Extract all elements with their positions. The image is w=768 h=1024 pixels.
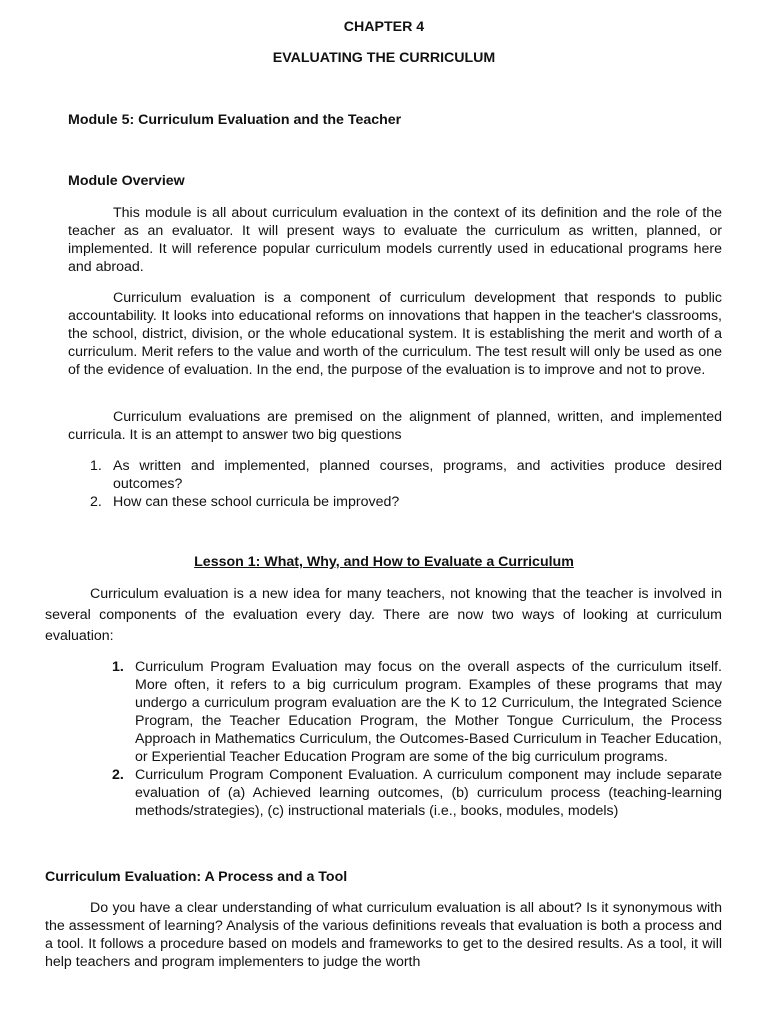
- list-item: [112, 766, 722, 820]
- list-item-number: 2.: [90, 494, 102, 510]
- lesson-intro-paragraph: Curriculum evaluation is a new idea for many teachers, not knowing that the teacher is involved in several components of the evaluation every day. There are now two ways of looking at curriculum evaluation:: [45, 586, 722, 644]
- evaluation-ways-list: [112, 658, 722, 820]
- list-item: [90, 493, 722, 511]
- list-item-number: 1.: [90, 458, 102, 474]
- lesson-title: Lesson 1: What, Why, and How to Evaluate a Curriculum: [194, 554, 574, 570]
- process-tool-heading: Curriculum Evaluation: A Process and a Tool: [45, 869, 348, 885]
- chapter-number: CHAPTER 4: [343, 19, 425, 35]
- module-overview-heading: Module Overview: [68, 173, 185, 189]
- questions-list: [90, 457, 722, 511]
- list-item: [112, 658, 722, 766]
- list-item: [90, 457, 722, 493]
- list-item-text: How can these school curricula be improved?: [113, 494, 400, 510]
- overview-paragraph-2: Curriculum evaluation is a component of curriculum development that responds to public accountability. It looks into educational reforms on innovations that happen in the teacher's classrooms, the school, district, division, or the whole educational system. It is establishing the merit and worth of a curriculum. Merit refers to the value and worth of the curriculum. The test result will only be used as one of the evidence of evaluation. In the end, the purpose of the evaluation is to improve and not to prove.: [68, 290, 722, 378]
- list-item-number: 1.: [112, 659, 124, 675]
- overview-paragraph-1: This module is all about curriculum evaluation in the context of its definition and the role of the teacher as an evaluator. It will present ways to evaluate the curriculum as written, planned, or implemented. It will reference popular curriculum models currently used in educational programs here and abroad.: [68, 205, 722, 275]
- module-title: Module 5: Curriculum Evaluation and the Teacher: [68, 112, 402, 128]
- list-item-text: As written and implemented, planned courses, programs, and activities produce desired outcomes?: [113, 458, 722, 492]
- process-tool-paragraph: Do you have a clear understanding of what curriculum evaluation is all about? Is it synonymous with the assessment of learning? Analysis of the various definitions reveals that evaluation is both a process and a tool. It follows a procedure based on models and frameworks to get to the desired results. As a tool, it will help teachers and program implementers to judge the worth: [45, 900, 722, 970]
- list-item-text: Curriculum Program Evaluation may focus on the overall aspects of the curriculum itself. More often, it refers to a big curriculum program. Examples of these programs that may undergo a curriculum program evaluation are the K to 12 Curriculum, the Integrated Science Program, the Teacher Education Program, the Mother Tongue Curriculum, the Process Approach in Mathematics Curriculum, the Outcomes-Based Curriculum in Teacher Education, or Experiential Teacher Education Program are some of the big curriculum programs.: [135, 659, 722, 765]
- list-item-number: 2.: [112, 767, 124, 783]
- chapter-title: EVALUATING THE CURRICULUM: [272, 50, 496, 66]
- list-item-text: Curriculum Program Component Evaluation. A curriculum component may include separate evaluation of (a) Achieved learning outcomes, (b) curriculum process (teaching-learning methods/strategies), (c) instructional materials (i.e., books, modules, models): [135, 767, 722, 819]
- overview-paragraph-3: Curriculum evaluations are premised on the alignment of planned, written, and implemented curricula. It is an attempt to answer two big questions: [68, 409, 722, 443]
